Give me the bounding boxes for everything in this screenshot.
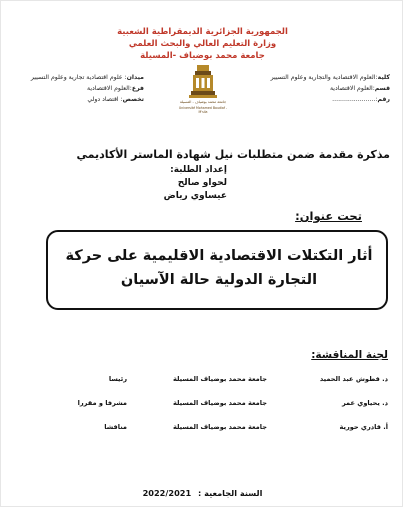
student-name-1: لحواو صالح bbox=[177, 178, 227, 188]
academic-year-label: السنة الجامعية : bbox=[198, 488, 263, 498]
prepared-by-label: إعداد الطلبة: bbox=[170, 165, 227, 175]
specialty-line bbox=[87, 96, 144, 103]
field-line bbox=[31, 74, 144, 81]
committee-member-role: مشرفا و مقررا bbox=[77, 399, 127, 407]
faculty-value: :العلوم الاقتصادية والتجارية وعلوم التسيير bbox=[270, 74, 378, 81]
branch-value: :العلوم الاقتصادية bbox=[87, 85, 132, 92]
memo-intro: مذكرة مقدمة ضمن متطلبات نيل شهادة الماستر الأكاديمي bbox=[76, 148, 390, 161]
title-heading: تحت عنوان: bbox=[295, 209, 362, 223]
committee-member-institution: جامعة محمد بوضياف المسيلة bbox=[172, 423, 267, 431]
number-value: :...................... bbox=[332, 96, 378, 103]
thesis-title-line-2: التجارة الدولية حالة الآسيان bbox=[120, 272, 318, 288]
number-line bbox=[332, 96, 390, 103]
committee-member-name: أ. قادري حورية bbox=[339, 423, 388, 431]
department-value: :العلوم الاقتصادية bbox=[329, 85, 375, 92]
committee-member-role: رئيسا bbox=[108, 375, 127, 383]
number-label: رقم bbox=[377, 96, 390, 103]
logo-caption-ar: جامعة محمد بوضياف - المسيلة bbox=[179, 100, 227, 104]
specialty-label: تخصص bbox=[122, 96, 144, 103]
logo-caption-en: Université Mohamed Boudiaf - M'sila bbox=[178, 106, 228, 114]
thesis-title-line-1: أثار التكتلات الاقتصادية الاقليمية على حركة bbox=[65, 248, 373, 264]
committee-member-institution: جامعة محمد بوضياف المسيلة bbox=[172, 375, 267, 383]
field-label: ميدان bbox=[126, 74, 144, 81]
academic-year-value: 2022/2021 bbox=[142, 488, 192, 498]
thesis-title-box bbox=[46, 230, 388, 310]
committee-heading: لجنة المناقشة: bbox=[311, 349, 388, 361]
student-name-2: عيساوي رياض bbox=[163, 191, 227, 201]
academic-year-line bbox=[1, 488, 403, 498]
republic-title: الجمهورية الجزائرية الديمقراطية الشعبية bbox=[117, 27, 288, 37]
faculty-label: كلية bbox=[377, 74, 390, 81]
committee-member-institution: جامعة محمد بوضياف المسيلة bbox=[172, 399, 267, 407]
committee-member-role: مناقشا bbox=[104, 423, 127, 431]
university-title: جامعة محمد بوضياف -المسيلة bbox=[140, 51, 265, 61]
university-logo-icon bbox=[180, 63, 226, 117]
specialty-value: : اقتصاد دولي bbox=[87, 96, 123, 103]
ministry-title: وزارة التعليم العالي والبحث العلمي bbox=[128, 39, 277, 49]
department-label: قسم bbox=[374, 85, 390, 92]
field-value: : علوم اقتصادية تجارية وعلوم التسيير bbox=[30, 74, 127, 81]
faculty-line bbox=[271, 74, 390, 81]
committee-member-name: د. قطوش عبد الحميد bbox=[319, 375, 388, 383]
department-line bbox=[330, 85, 390, 92]
branch-label: فرع bbox=[131, 85, 144, 92]
branch-line bbox=[87, 85, 144, 92]
committee-member-name: د. يحياوي عمر bbox=[341, 399, 388, 407]
